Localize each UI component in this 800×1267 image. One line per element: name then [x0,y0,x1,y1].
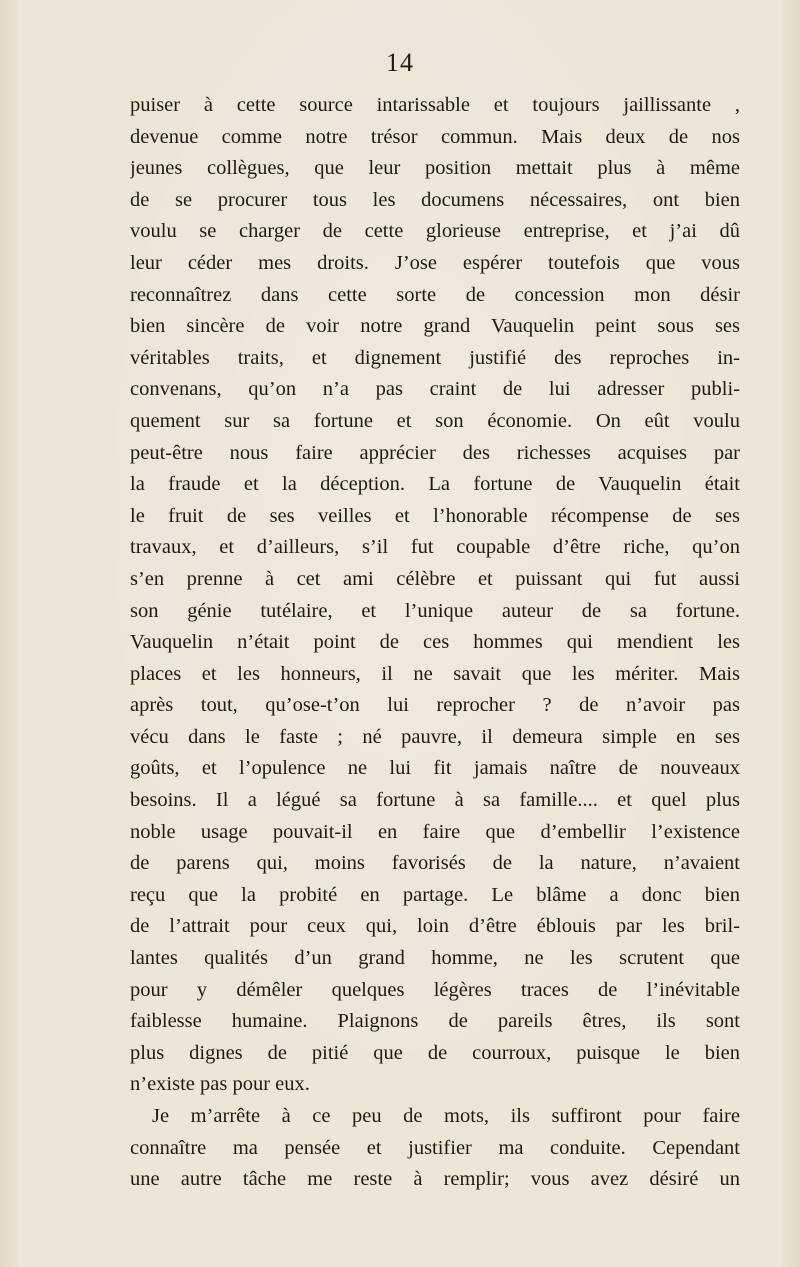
text-line: peut-être nous faire apprécier des richesses acquises par [130,441,740,464]
text-line: reconnaîtrez dans cette sorte de concession mon désir [130,283,740,306]
text-line: son génie tutélaire, et l’unique auteur de sa fortune. [130,599,740,622]
text-line: Je m’arrête à ce peu de mots, ils suffiront pour faire [152,1105,740,1127]
text-line: après tout, qu’ose-t’on lui reprocher ? de n’avoir pas [130,694,740,717]
text-line: s’en prenne à cet ami célèbre et puissant qui fut aussi [130,567,740,590]
text-line: n’existe pas pour eux. [130,1073,310,1096]
text-line: voulu se charger de cette glorieuse entreprise, et j’ai dû [130,220,740,243]
text-line: de se procurer tous les documens nécessaires, ont bien [130,188,740,211]
text-line: Vauquelin n’était point de ces hommes qui mendient les [130,631,740,654]
text-line: besoins. Il a légué sa fortune à sa famille.... et quel plus [130,789,740,812]
text-line: travaux, et d’ailleurs, s’il fut coupable d’être riche, qu’on [130,536,740,559]
body-text [130,90,740,1196]
text-line: devenue comme notre trésor commun. Mais deux de nos [130,125,740,148]
text-line: de parens qui, moins favorisés de la nature, n’avaient [130,852,740,875]
text-line: connaître ma pensée et justifier ma conduite. Cependant [130,1136,740,1159]
text-line: de l’attrait pour ceux qui, loin d’être éblouis par les bril- [130,915,740,938]
text-line: puiser à cette source intarissable et toujours jaillissante , [130,94,740,116]
text-line: reçu que la probité en partage. Le blâme a donc bien [130,883,740,906]
text-line: vécu dans le faste ; né pauvre, il demeura simple en ses [130,725,740,748]
page-number: 14 [386,48,414,77]
text-line: véritables traits, et dignement justifié des reproches in- [130,346,740,369]
text-line: une autre tâche me reste à remplir; vous avez désiré un [130,1168,740,1191]
text-line: le fruit de ses veilles et l’honorable récompense de ses [130,504,740,527]
text-line: goûts, et l’opulence ne lui fit jamais naître de nouveaux [130,757,740,780]
text-line: leur céder mes droits. J’ose espérer toutefois que vous [130,251,740,274]
text-line: places et les honneurs, il ne savait que les mériter. Mais [130,662,740,685]
text-line: pour y démêler quelques légères traces de l’inévitable [130,978,740,1001]
text-line: bien sincère de voir notre grand Vauquelin peint sous ses [130,315,740,338]
text-line: lantes qualités d’un grand homme, ne les scrutent que [130,947,740,970]
text-line: jeunes collègues, que leur position mettait plus à même [130,157,740,180]
text-line: plus dignes de pitié que de courroux, puisque le bien [130,1041,740,1064]
text-line: convenans, qu’on n’a pas craint de lui adresser publi- [130,378,740,401]
text-line: la fraude et la déception. La fortune de Vauquelin était [130,473,740,496]
text-line: quement sur sa fortune et son économie. On eût voulu [130,409,740,432]
text-line: noble usage pouvait-il en faire que d’embellir l’existence [130,820,740,843]
text-line: faiblesse humaine. Plaignons de pareils êtres, ils sont [130,1010,740,1033]
